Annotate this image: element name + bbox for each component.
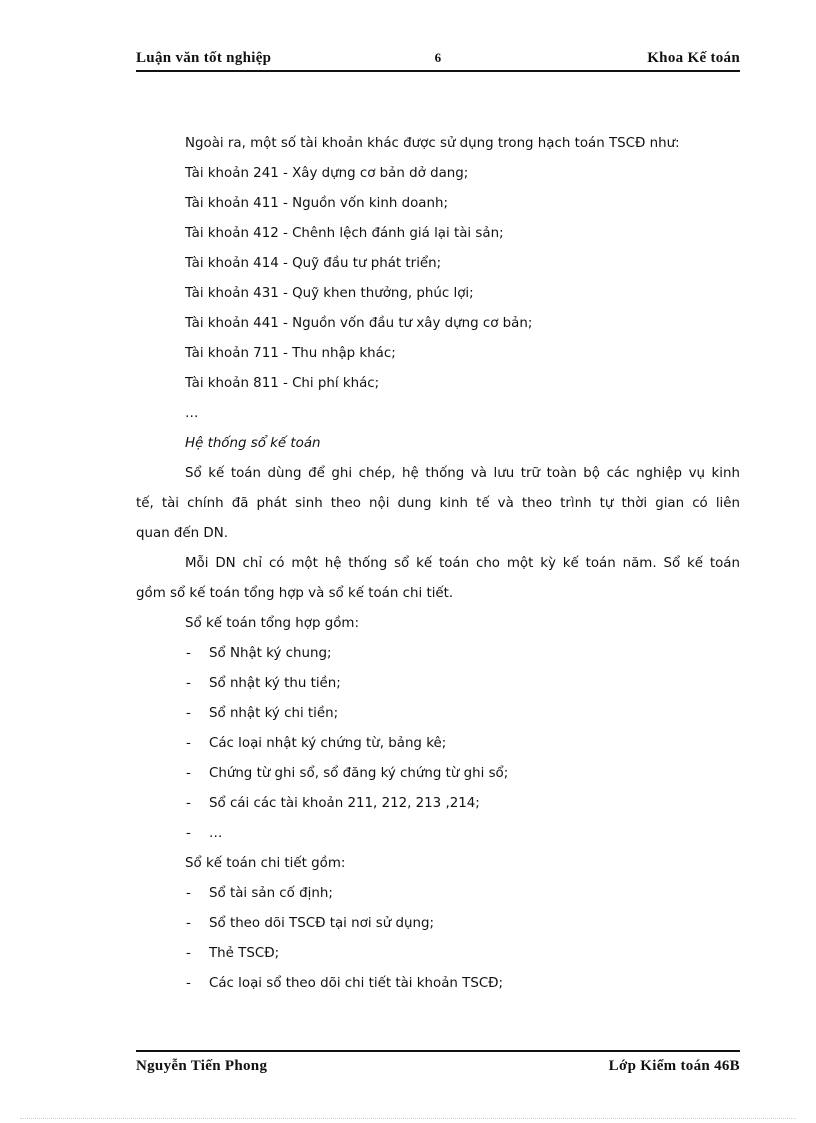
list-item-text: Thẻ TSCĐ;: [209, 946, 280, 961]
list-item-text: Sổ nhật ký chi tiền;: [209, 706, 339, 721]
paragraph-line: quan đến DN.: [136, 526, 229, 541]
paragraph-line: Mỗi DN chỉ có một hệ thống sổ kế toán cho một kỳ kế toán năm. Sổ kế toán: [185, 556, 740, 571]
dash-bullet: -: [186, 796, 191, 811]
account-item: Tài khoản 431 - Quỹ khen thưởng, phúc lợi;: [185, 286, 474, 301]
footer-class: Lớp Kiểm toán 46B: [608, 1058, 740, 1074]
dash-bullet: -: [186, 916, 191, 931]
footer-author: Nguyễn Tiến Phong: [136, 1058, 268, 1074]
list-item-text: Sổ Nhật ký chung;: [209, 646, 332, 661]
list-item: [136, 789, 740, 819]
list-item: [136, 639, 740, 669]
list-item-text: Sổ theo dõi TSCĐ tại nơi sử dụng;: [209, 916, 434, 931]
dash-bullet: -: [186, 826, 191, 841]
list-item: [136, 939, 740, 969]
dash-bullet: -: [186, 946, 191, 961]
paragraph-line: Sổ kế toán dùng để ghi chép, hệ thống và lưu trữ toàn bộ các nghiệp vụ kinh: [185, 466, 740, 481]
list-item: [136, 669, 740, 699]
intro-line: Ngoài ra, một số tài khoản khác được sử dụng trong hạch toán TSCĐ như:: [185, 136, 680, 151]
header-thesis-title: Luận văn tốt nghiệp: [136, 50, 272, 66]
dash-bullet: -: [186, 976, 191, 991]
account-item: Tài khoản 811 - Chi phí khác;: [185, 376, 380, 391]
list-item: [136, 729, 740, 759]
paragraph-line: tế, tài chính đã phát sinh theo nội dung kinh tế và theo trình tự thời gian có liên: [136, 496, 740, 511]
ellipsis-line: …: [185, 406, 199, 421]
list-item-text: Các loại sổ theo dõi chi tiết tài khoản TSCĐ;: [209, 976, 504, 991]
list-item-text: Sổ tài sản cố định;: [209, 886, 333, 901]
account-item: Tài khoản 411 - Nguồn vốn kinh doanh;: [185, 196, 448, 211]
page-header: [136, 48, 740, 72]
dash-bullet: -: [186, 676, 191, 691]
page-number: 6: [434, 50, 442, 65]
list-item: [136, 909, 740, 939]
account-item: Tài khoản 441 - Nguồn vốn đầu tư xây dựng cơ bản;: [185, 316, 533, 331]
list-item-text: Sổ cái các tài khoản 211, 212, 213 ,214;: [209, 796, 480, 811]
list-item-text: Các loại nhật ký chứng từ, bảng kê;: [209, 736, 447, 751]
general-ledger-heading: Sổ kế toán tổng hợp gồm:: [185, 616, 359, 631]
account-item: Tài khoản 414 - Quỹ đầu tư phát triển;: [185, 256, 442, 271]
list-item: [136, 819, 740, 849]
list-item-text: …: [209, 826, 223, 841]
document-body: [136, 129, 740, 999]
list-item: [136, 759, 740, 789]
list-item-text: Sổ nhật ký thu tiền;: [209, 676, 341, 691]
list-item: [136, 969, 740, 999]
list-item-text: Chứng từ ghi sổ, sổ đăng ký chứng từ ghi sổ;: [209, 766, 509, 781]
paragraph-line: gồm sổ kế toán tổng hợp và sổ kế toán chi tiết.: [136, 586, 454, 601]
dash-bullet: -: [186, 736, 191, 751]
list-item: [136, 699, 740, 729]
page-footer: [136, 1050, 740, 1078]
dash-bullet: -: [186, 886, 191, 901]
account-item: Tài khoản 412 - Chênh lệch đánh giá lại tài sản;: [185, 226, 504, 241]
detail-ledger-heading: Sổ kế toán chi tiết gồm:: [185, 856, 346, 871]
section-heading: Hệ thống sổ kế toán: [185, 436, 321, 451]
account-item: Tài khoản 241 - Xây dựng cơ bản dở dang;: [185, 166, 469, 181]
list-item: [136, 879, 740, 909]
dash-bullet: -: [186, 766, 191, 781]
header-faculty: Khoa Kế toán: [647, 50, 740, 66]
dash-bullet: -: [186, 646, 191, 661]
account-item: Tài khoản 711 - Thu nhập khác;: [185, 346, 396, 361]
dash-bullet: -: [186, 706, 191, 721]
page-edge-divider: [20, 1118, 796, 1119]
